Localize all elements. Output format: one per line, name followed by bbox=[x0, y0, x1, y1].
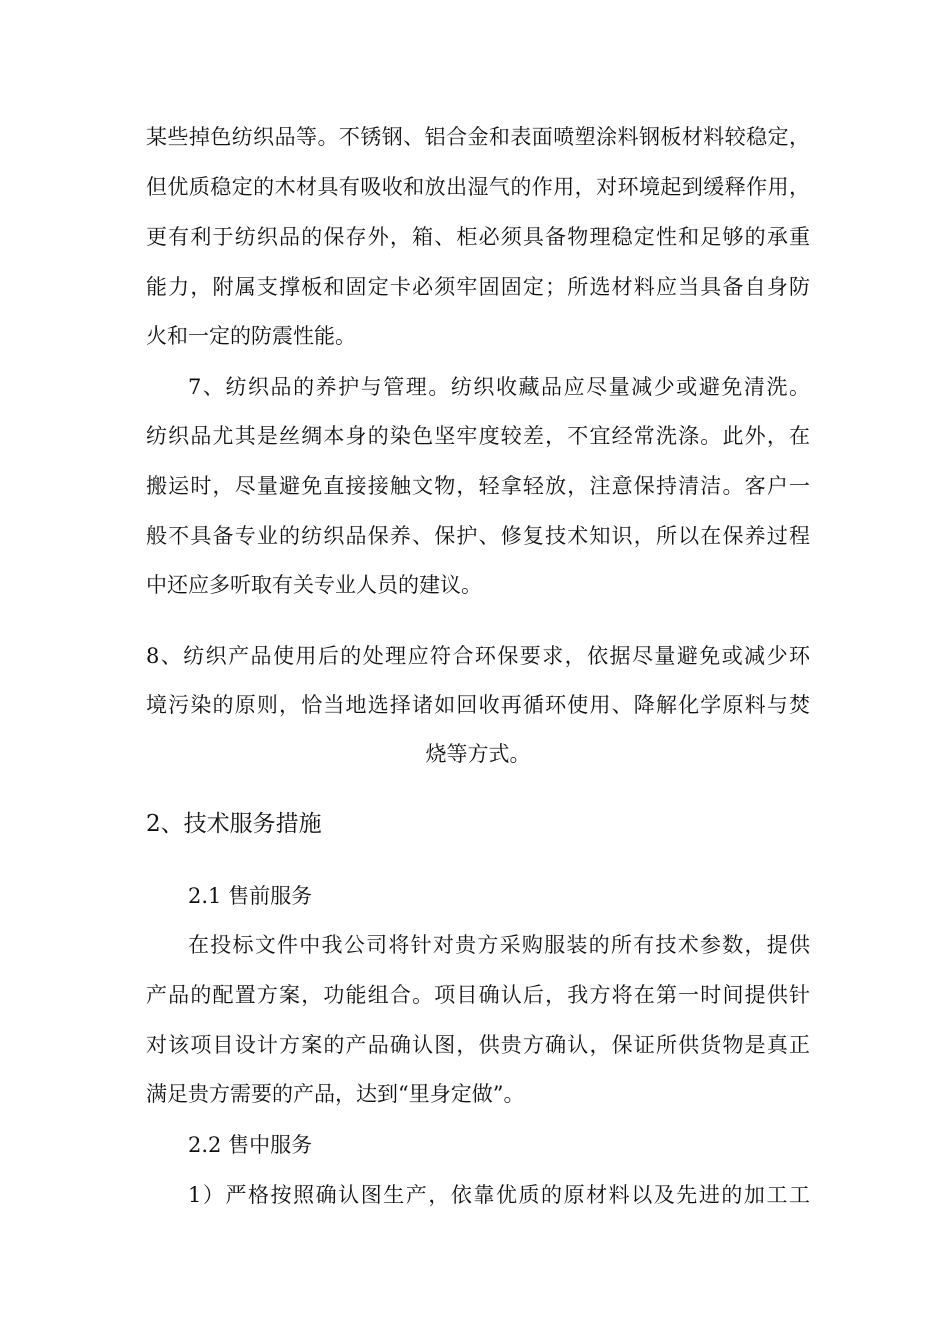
paragraph-line: 产品的配置方案，功能组合。项目确认后，我方将在第一时间提供针 bbox=[146, 983, 810, 1007]
subsection-heading: 2.2 售中服务 bbox=[188, 1133, 313, 1157]
paragraph-line: 1）严格按照确认图生产，依靠优质的原材料以及先进的加工工 bbox=[188, 1183, 810, 1207]
paragraph-line: 对该项目设计方案的产品确认图，供贵方确认，保证所供货物是真正 bbox=[146, 1033, 810, 1057]
paragraph-line: 中还应多听取有关专业人员的建议。 bbox=[146, 573, 482, 597]
paragraph-line: 般不具备专业的纺织品保养、保护、修复技术知识，所以在保养过程 bbox=[146, 524, 810, 548]
paragraph-line: 8、纺织产品使用后的处理应符合环保要求，依据尽量避免或减少环 bbox=[146, 644, 810, 668]
paragraph-line: 在投标文件中我公司将针对贵方采购服装的所有技术参数，提供 bbox=[188, 933, 810, 957]
paragraph-line: 烧等方式。 bbox=[425, 742, 531, 766]
paragraph-line: 搬运时，尽量避免直接接触文物，轻拿轻放，注意保持清洁。客户一 bbox=[146, 474, 810, 498]
paragraph-line: 火和一定的防震性能。 bbox=[146, 324, 356, 348]
paragraph-line: 更有利于纺织品的保存外，箱、柜必须具备物理稳定性和足够的承重 bbox=[146, 225, 810, 249]
paragraph-line: 但优质稳定的木材具有吸收和放出湿气的作用，对环境起到缓释作用， bbox=[146, 175, 810, 199]
paragraph-line: 纺织品尤其是丝绸本身的染色坚牢度较差，不宜经常洗涤。此外，在 bbox=[146, 424, 810, 448]
paragraph-line: 境污染的原则，恰当地选择诸如回收再循环使用、降解化学原料与焚 bbox=[146, 693, 810, 717]
paragraph-line: 满足贵方需要的产品，达到“里身定做”。 bbox=[146, 1082, 525, 1106]
paragraph-line: 某些掉色纺织品等。不锈钢、铝合金和表面喷塑涂料钢板材料较稳定， bbox=[146, 125, 810, 149]
section-heading: 2、技术服务措施 bbox=[146, 811, 322, 837]
paragraph-line: 7、纺织品的养护与管理。纺织收藏品应尽量减少或避免清洗。 bbox=[188, 375, 810, 399]
subsection-heading: 2.1 售前服务 bbox=[188, 884, 313, 908]
paragraph-line: 能力，附属支撑板和固定卡必须牢固固定；所选材料应当具备自身防 bbox=[146, 275, 810, 299]
